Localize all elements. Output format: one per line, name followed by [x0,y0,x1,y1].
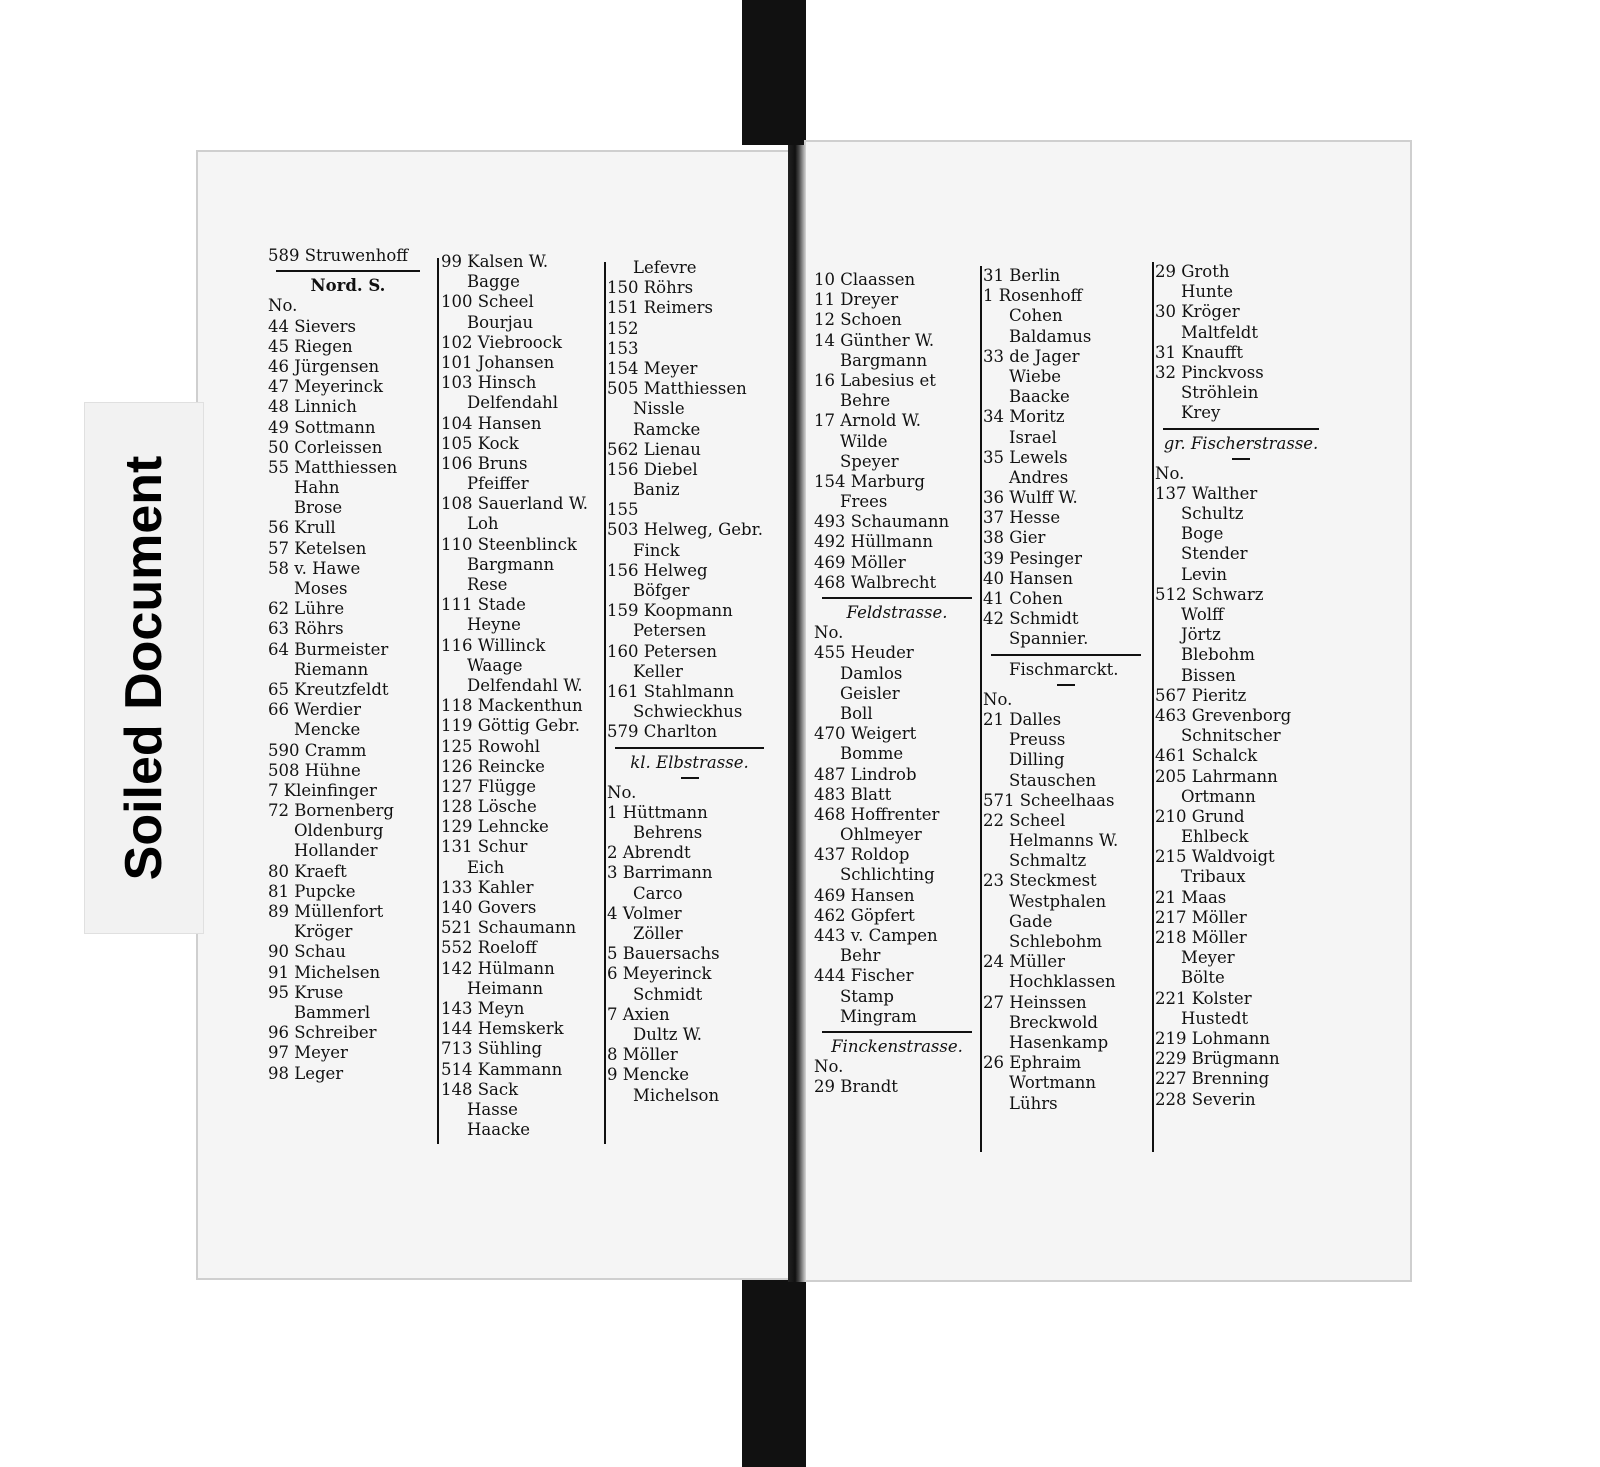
house-entry: 5 Bauersachs [607,944,720,964]
house-entry: 493 Schaumann [814,512,950,532]
house-entry: 127 Flügge [441,776,536,796]
house-entry: 103 Hinsch [441,373,537,393]
house-entry: 105 Kock [441,433,519,453]
house-entry: 49 Sottmann [268,417,376,437]
resident-entry: Keller [633,661,683,681]
heading-dash [1155,454,1327,464]
house-entry: 210 Grund [1155,806,1245,826]
house-entry: 469 Möller [814,552,906,572]
house-entry: 590 Cramm [268,740,367,760]
resident-entry: Mencke [294,720,361,740]
resident-entry: Wilde [840,431,888,451]
house-entry: 99 Kalsen W. [441,252,549,271]
house-entry: 219 Lohmann [1155,1028,1270,1048]
house-entry: 48 Linnich [268,397,357,417]
bookmark-ribbon-bottom [742,1270,806,1467]
resident-entry: Jörtz [1181,625,1221,645]
house-entry: 1 Rosenhoff [983,286,1083,306]
house-entry: 508 Hühne [268,760,361,780]
resident-entry: Ortmann [1181,786,1256,806]
house-entry: 110 Steenblinck [441,534,577,554]
resident-entry: Bissen [1181,665,1236,685]
house-entry: 462 Göpfert [814,905,915,925]
house-entry: 514 Kammann [441,1059,563,1079]
house-entry: 89 Müllenfort [268,902,384,921]
house-entry: 16 Labesius et [814,370,936,390]
resident-entry: Bammerl [294,1002,371,1022]
resident-entry: Bölte [1181,968,1225,988]
resident-entry: Andres [1009,467,1069,487]
resident-entry: Delfendahl [467,393,559,413]
house-entry: 153 [607,338,639,358]
house-entry: 227 Brenning [1155,1069,1270,1089]
resident-entry: Schnitscher [1181,726,1281,746]
resident-entry: Wortmann [1009,1073,1097,1093]
house-entry: 31 Berlin [983,266,1061,285]
resident-entry: Hasse [467,1099,518,1119]
resident-entry: Moses [294,579,348,598]
heading-dash [607,773,772,783]
house-entry: 154 Marburg [814,471,925,491]
resident-entry: Spannier. [1009,629,1089,649]
house-entry: 133 Kahler [441,877,534,897]
left-page-column-2 [441,252,601,1140]
resident-entry: Behre [840,391,891,411]
house-entry: 221 Kolster [1155,988,1252,1008]
house-entry: 131 Schur [441,837,528,857]
house-entry: 66 Werdier [268,700,361,720]
house-entry: 37 Hesse [983,508,1061,528]
house-entry: 129 Lehncke [441,817,549,837]
house-entry: 119 Göttig Gebr. [441,716,581,736]
house-entry: 26 Ephraim [983,1053,1082,1073]
house-entry: 128 Lösche [441,797,537,817]
street-heading: Feldstrasse. [846,603,948,622]
resident-entry: Frees [840,492,888,512]
resident-entry: Maltfeldt [1181,322,1258,342]
house-entry: 91 Michelsen [268,962,381,982]
house-entry: 6 Meyerinck [607,964,712,984]
resident-entry: Gade [1009,911,1053,931]
section-rule [607,743,772,753]
house-entry: 470 Weigert [814,724,917,744]
resident-entry: Breckwold [1009,1012,1098,1032]
house-entry: 126 Reincke [441,756,545,776]
house-entry: 14 Günther W. [814,330,935,350]
resident-entry: Carco [633,883,683,903]
resident-entry: Stauschen [1009,770,1097,790]
house-entry: 144 Hemskerk [441,1019,564,1039]
resident-entry: Baacke [1009,387,1070,407]
house-entry: 81 Pupcke [268,881,356,901]
resident-entry: Heimann [467,978,544,998]
house-entry: 3 Barrimann [607,863,713,883]
resident-entry: Schwieckhus [633,702,743,722]
house-entry: 487 Lindrob [814,764,917,784]
house-entry: 108 Sauerland W. [441,494,589,514]
resident-entry: Bagge [467,272,520,292]
resident-entry: Meyer [1181,948,1235,968]
house-entry: 4 Volmer [607,903,682,923]
house-entry: 468 Hoffrenter [814,804,940,824]
resident-entry: Delfendahl W. [467,675,583,695]
house-entry: 505 Matthiessen [607,379,747,399]
resident-entry: Ramcke [633,419,701,439]
house-entry: 154 Meyer [607,358,698,378]
house-entry: 7 Kleinfinger [268,780,377,800]
house-entry: 35 Lewels [983,447,1068,467]
resident-entry: Schlebohm [1009,932,1102,951]
house-entry: 567 Pieritz [1155,685,1247,705]
house-entry: 101 Johansen [441,352,555,372]
house-entry: 205 Lahrmann [1155,766,1278,786]
resident-entry: Waage [467,655,523,675]
resident-entry: Levin [1181,564,1227,584]
resident-entry: Damlos [840,663,903,683]
resident-entry: Hunte [1181,282,1234,302]
house-entry: 80 Kraeft [268,861,347,881]
house-entry: 443 v. Campen [814,926,938,945]
house-entry: 463 Grevenborg [1155,705,1292,725]
street-heading: Finckenstrasse. [831,1036,963,1056]
house-entry: 64 Burmeister [268,639,389,659]
house-entry: 159 Koopmann [607,601,733,621]
resident-entry: Ströhlein [1181,383,1259,403]
house-entry: 42 Schmidt [983,609,1079,629]
resident-entry: Riemann [294,659,369,679]
house-entry: 33 de Jager [983,346,1080,366]
house-entry: 47 Meyerinck [268,377,384,397]
house-entry: 468 Walbrecht [814,572,937,592]
column-divider [1152,262,1154,1152]
resident-entry: Pfeiffer [467,474,529,494]
number-header: No. [983,689,1013,709]
house-entry: 11 Dreyer [814,290,899,310]
house-entry: 46 Jürgensen [268,356,380,376]
house-entry: 152 [607,318,639,338]
house-entry: 50 Corleissen [268,437,383,457]
house-entry: 161 Stahlmann [607,681,735,701]
house-entry: 90 Schau [268,942,346,962]
label-text: Soiled Document [115,455,173,881]
house-entry: 437 Roldop [814,845,910,865]
house-entry: 21 Maas [1155,887,1227,907]
resident-entry: Hollander [294,841,378,861]
resident-entry: Brose [294,498,343,518]
house-entry: 44 Sievers [268,316,357,336]
house-entry: 58 v. Hawe [268,558,361,578]
house-entry: 41 Cohen [983,589,1063,608]
resident-entry: Cohen [1009,306,1063,326]
resident-entry: Blebohm [1181,645,1255,665]
resident-entry: Speyer [840,451,899,471]
right-page-column-2 [983,266,1149,1114]
house-entry: 228 Severin [1155,1089,1256,1109]
resident-entry: Lefevre [633,258,697,277]
resident-entry: Ohlmeyer [840,825,922,845]
house-entry: 217 Möller [1155,907,1247,927]
section-rule [814,1027,980,1037]
resident-entry: Böfger [633,581,690,600]
resident-entry: Petersen [633,621,707,641]
resident-entry: Michelson [633,1085,720,1105]
column-divider [604,262,606,1144]
house-entry: 8 Möller [607,1045,678,1065]
soiled-document-label [84,402,204,934]
resident-entry: Bomme [840,744,904,764]
resident-entry: Baldamus [1009,326,1092,346]
house-entry: 492 Hüllmann [814,532,934,552]
house-entry: 34 Moritz [983,407,1065,427]
house-entry: 57 Ketelsen [268,538,367,558]
house-entry: 22 Scheel [983,810,1066,830]
column-divider [437,258,439,1144]
house-entry: 140 Govers [441,898,537,917]
resident-entry: Schmaltz [1009,851,1087,871]
house-entry: 95 Kruse [268,982,344,1002]
resident-entry: Rese [467,575,508,594]
resident-entry: Helmanns W. [1009,831,1119,851]
resident-entry: Fischmarckt. [1009,659,1119,679]
house-entry: 27 Heinssen [983,992,1087,1012]
house-entry: 2 Abrendt [607,843,691,863]
house-entry: 38 Gier [983,528,1046,548]
house-entry: 106 Bruns [441,453,528,473]
house-entry: 62 Lühre [268,599,345,619]
house-entry: 483 Blatt [814,784,892,804]
house-entry: 155 [607,500,639,520]
house-entry: 116 Willinck [441,635,546,655]
house-entry: 98 Leger [268,1063,344,1083]
column-divider [980,266,982,1152]
house-entry: 29 Groth [1155,262,1230,281]
resident-entry: Westphalen [1009,891,1107,911]
house-entry: 148 Sack [441,1079,519,1099]
resident-entry: Dilling [1009,750,1065,770]
house-entry: 444 Fischer [814,966,914,986]
resident-entry: Kröger [294,922,353,942]
house-entry: 39 Pesinger [983,548,1082,568]
house-entry: 521 Schaumann [441,918,577,938]
house-entry: 156 Helweg [607,560,708,580]
street-heading: Nord. S. [310,276,386,296]
resident-entry: Stender [1181,544,1248,564]
house-entry: 156 Diebel [607,459,698,479]
bookmark-ribbon-top [742,0,806,145]
house-entry: 512 Schwarz [1155,584,1264,604]
house-entry: 552 Roeloff [441,938,537,958]
house-entry: 455 Heuder [814,643,914,663]
house-entry: 142 Hülmann [441,958,555,978]
house-entry: 40 Hansen [983,568,1073,588]
resident-entry: Schmidt [633,984,703,1004]
house-entry: 151 Reimers [607,298,713,318]
house-entry: 118 Mackenthun [441,696,583,716]
house-entry: 9 Mencke [607,1065,690,1085]
resident-entry: Bargmann [467,554,555,574]
house-entry: 72 Bornenberg [268,801,394,821]
resident-entry: Dultz W. [633,1024,703,1044]
house-entry: 96 Schreiber [268,1023,377,1043]
house-entry: 30 Kröger [1155,302,1240,322]
resident-entry: Hasenkamp [1009,1032,1109,1052]
resident-entry: Tribaux [1181,867,1246,887]
house-entry: 229 Brügmann [1155,1049,1280,1069]
left-page-column-1 [268,246,428,1084]
house-entry: 7 Axien [607,1004,670,1024]
house-entry: 150 Röhrs [607,278,694,298]
resident-entry: Stamp [840,986,894,1006]
resident-entry: Finck [633,540,680,560]
house-entry: 579 Charlton [607,722,718,742]
house-entry: 102 Viebroock [441,332,562,352]
house-entry: 65 Kreutzfeldt [268,679,389,699]
house-entry: 12 Schoen [814,310,902,330]
resident-entry: Behr [840,946,881,966]
house-entry: 218 Möller [1155,928,1247,947]
house-entry: 160 Petersen [607,641,718,661]
house-entry: 45 Riegen [268,336,353,356]
house-entry: 29 Brandt [814,1077,898,1097]
house-entry: 32 Pinckvoss [1155,362,1264,382]
resident-entry: Wiebe [1009,366,1062,386]
resident-entry: Loh [467,514,499,534]
house-entry: 97 Meyer [268,1043,348,1063]
section-rule [268,266,428,276]
house-entry: 562 Lienau [607,439,701,459]
house-entry: 100 Scheel [441,292,534,312]
resident-entry: Krey [1181,403,1221,423]
section-rule [983,650,1149,660]
house-entry: 137 Walther [1155,483,1258,503]
house-entry: 1 Hüttmann [607,802,708,822]
resident-entry: Bargmann [840,350,928,370]
house-entry: 111 Stade [441,595,526,615]
number-header: No. [1155,463,1185,483]
heading-dash [983,680,1149,690]
house-entry: 24 Müller [983,952,1065,972]
house-entry: 589 Struwenhoff [268,246,408,265]
house-entry: 55 Matthiessen [268,457,398,477]
resident-entry: Mingram [840,1006,917,1026]
right-page-column-3 [1155,262,1327,1110]
house-entry: 56 Krull [268,518,336,538]
resident-entry: Israel [1009,427,1057,447]
number-header: No. [814,1057,844,1077]
house-entry: 571 Scheelhaas [983,790,1115,810]
house-entry: 10 Claassen [814,270,916,289]
house-entry: 215 Waldvoigt [1155,847,1275,867]
resident-entry: Nissle [633,399,685,419]
resident-entry: Heyne [467,615,521,635]
resident-entry: Zöller [633,924,683,943]
house-entry: 23 Steckmest [983,871,1097,891]
left-page-column-3 [607,258,772,1106]
resident-entry: Behrens [633,823,703,843]
house-entry: 63 Röhrs [268,619,344,639]
resident-entry: Haacke [467,1120,531,1140]
street-heading: kl. Elbstrasse. [630,752,749,772]
street-heading: gr. Fischerstrasse. [1163,433,1319,453]
number-header: No. [268,296,298,316]
resident-entry: Baniz [633,480,680,500]
resident-entry: Preuss [1009,730,1066,750]
house-entry: 469 Hansen [814,885,915,905]
house-entry: 31 Knaufft [1155,342,1244,362]
resident-entry: Boge [1181,524,1224,544]
house-entry: 17 Arnold W. [814,411,922,431]
house-entry: 713 Sühling [441,1039,543,1059]
house-entry: 125 Rowohl [441,736,541,756]
book-gutter [788,145,806,1282]
number-header: No. [607,782,637,802]
resident-entry: Geisler [840,683,900,703]
house-entry: 503 Helweg, Gebr. [607,520,763,540]
house-entry: 104 Hansen [441,413,542,433]
resident-entry: Ehlbeck [1181,827,1249,847]
house-entry: 461 Schalck [1155,746,1258,766]
section-rule [1155,424,1327,434]
resident-entry: Hustedt [1181,1008,1249,1028]
resident-entry: Wolff [1181,605,1224,624]
resident-entry: Bourjau [467,312,534,332]
resident-entry: Schlichting [840,865,935,885]
section-rule [814,593,980,603]
house-entry: 36 Wulff W. [983,488,1078,508]
house-entry: 21 Dalles [983,709,1062,729]
resident-entry: Eich [467,857,505,877]
resident-entry: Hahn [294,478,340,498]
right-page-column-1 [814,270,980,1098]
resident-entry: Boll [840,703,873,723]
resident-entry: Lührs [1009,1093,1058,1113]
house-entry: 143 Meyn [441,998,525,1018]
resident-entry: Schultz [1181,504,1244,524]
number-header: No. [814,623,844,643]
resident-entry: Hochklassen [1009,972,1116,992]
resident-entry: Oldenburg [294,821,384,841]
